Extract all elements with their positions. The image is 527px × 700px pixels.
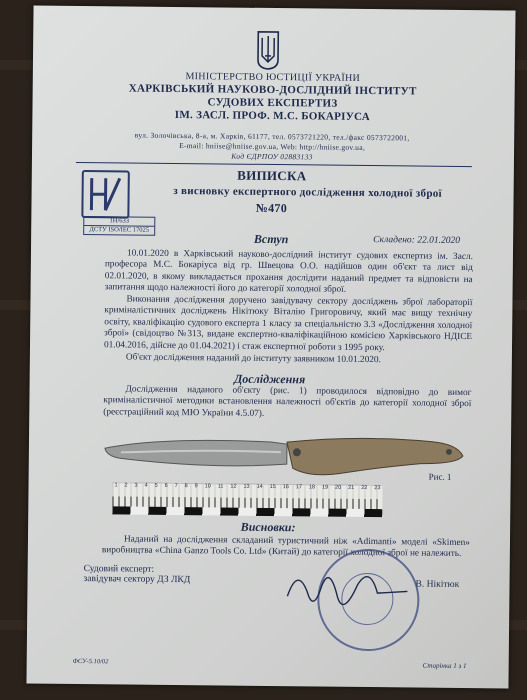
expert-name: В. Нікітюк <box>415 579 460 590</box>
ruler-number: 8 <box>184 483 188 490</box>
ruler-number: 14 <box>256 483 263 490</box>
conclusions-heading: Висновки: <box>240 519 296 535</box>
expert-role: Судовий експерт: завідувач сектору ДЗ ЛКД <box>83 564 191 586</box>
document-title: ВИПИСКА <box>237 167 307 184</box>
ruler-number: 19 <box>321 484 329 491</box>
intro-paragraph-2: Виконання дослідження доручено завідувачу сектору досліджень зброї лабораторії криміналістичних досліджень Нікітюку Віталію Григоровичу, який має вищу технічну освіту, кваліфікацію судового експерта 1 класу за спеціальністю 3.3 «Дослідження холодної зброї» (свідоцтво №313, видане експертно-кваліфікаційною комісією Харківського НДІСЕ 01.04.2016, дійсне до 01.04.2021) і стаж експертної роботи з 1995 року. <box>103 294 473 353</box>
ruler-number: 21 <box>348 484 355 491</box>
ruler-number: 4 <box>144 482 148 489</box>
intro-heading: Вступ <box>253 231 289 247</box>
ruler-number: 12 <box>230 483 237 490</box>
ruler-number: 22 <box>361 484 368 492</box>
document-subtitle: з висновку експертного дослідження холодної зброї <box>173 184 442 200</box>
ministry-name: МІНІСТЕРСТВО ЮСТИЦІЇ УКРАЇНИ <box>185 71 361 84</box>
document-number: №470 <box>255 200 288 216</box>
ruler-number: 17 <box>295 484 302 491</box>
ruler-number: 6 <box>164 482 168 489</box>
ruler-number: 3 <box>134 482 138 489</box>
ruler-numbers <box>112 482 382 499</box>
ruler-scale-bar <box>112 506 382 517</box>
ruler-number: 13 <box>243 483 250 490</box>
intro-paragraph-3: Об'єкт дослідження наданий до інституту заявником 10.01.2020. <box>125 352 381 366</box>
institute-code: Код ЄДРПОУ 02883133 <box>231 151 313 162</box>
institute-address: вул. Золочівська, 8-а, м. Харків, 61177, тел. 0573721220, тел./факс 0573722001, <box>134 130 410 143</box>
ruler-number: 10 <box>204 483 211 490</box>
ruler-number: 23 <box>374 485 381 492</box>
page-number: Сторінка 1 з 1 <box>422 661 467 671</box>
institute-name-line1: ХАРКІВСЬКИЙ НАУКОВО-ДОСЛІДНИЙ ІНСТИТУТ <box>128 82 417 98</box>
coat-of-arms-icon <box>255 30 281 70</box>
compiled-date: Складено: 22.01.2020 <box>373 235 461 246</box>
document-page <box>26 5 515 688</box>
research-paragraph: Дослідження наданого об'єкту (рис. 1) проводилося відповідно до вимог криміналістичної методики встановлення належності об'єктів до категорії холодної зброї (реєстраційний код МЮ України 4.5.07). <box>103 384 472 419</box>
ruler-number: 2 <box>124 482 128 489</box>
institute-contacts: E-mail: hniise@hniise.gov.ua, Web: http://hniise.gov.ua, <box>179 141 366 152</box>
ruler-number: 7 <box>174 482 178 490</box>
conclusions-paragraph: Наданий на дослідження складаний туристичний ніж «Adimanti» моделі «Skimen» виробництва «China Ganzo Tools Co. Ltd» (Китай) до категорії холодної зброї не належить. <box>101 534 471 560</box>
ruler-number: 1 <box>114 482 118 489</box>
institute-name-line3: ІМ. ЗАСЛ. ПРОФ. М.С. БОКАРІУСА <box>174 108 371 124</box>
ruler-number: 5 <box>154 482 158 489</box>
handwritten-signature <box>277 556 418 627</box>
ruler-number: 16 <box>282 484 289 491</box>
intro-paragraph-1: 10.01.2020 в Харківський науково-дослідний інститут судових експертиз ім. Засл. професора М.С. Бокаріуса від гр. Швецова О.О. надійшов один об'єкт та лист від 02.01.2020, в якому викладається прохання дослідити наданий предмет та відповісти на запитання щодо належності його до категорії холодної зброї. <box>104 248 474 296</box>
ruler-number: 20 <box>335 484 342 491</box>
form-code: ФСУ-5.10/02 <box>72 657 109 666</box>
figure-label: Рис. 1 <box>428 471 452 482</box>
institute-name-line2: СУДОВИХ ЕКСПЕРТИЗ <box>207 96 338 110</box>
research-heading: Дослідження <box>234 371 306 387</box>
ruler-number: 11 <box>217 483 224 490</box>
ruler-number: 9 <box>194 483 198 490</box>
accreditation-stamp: 1Н/633 ДСТУ ISO/IEC 17025 <box>83 216 155 236</box>
ruler-number: 18 <box>308 484 316 491</box>
ruler-number: 15 <box>269 483 276 491</box>
